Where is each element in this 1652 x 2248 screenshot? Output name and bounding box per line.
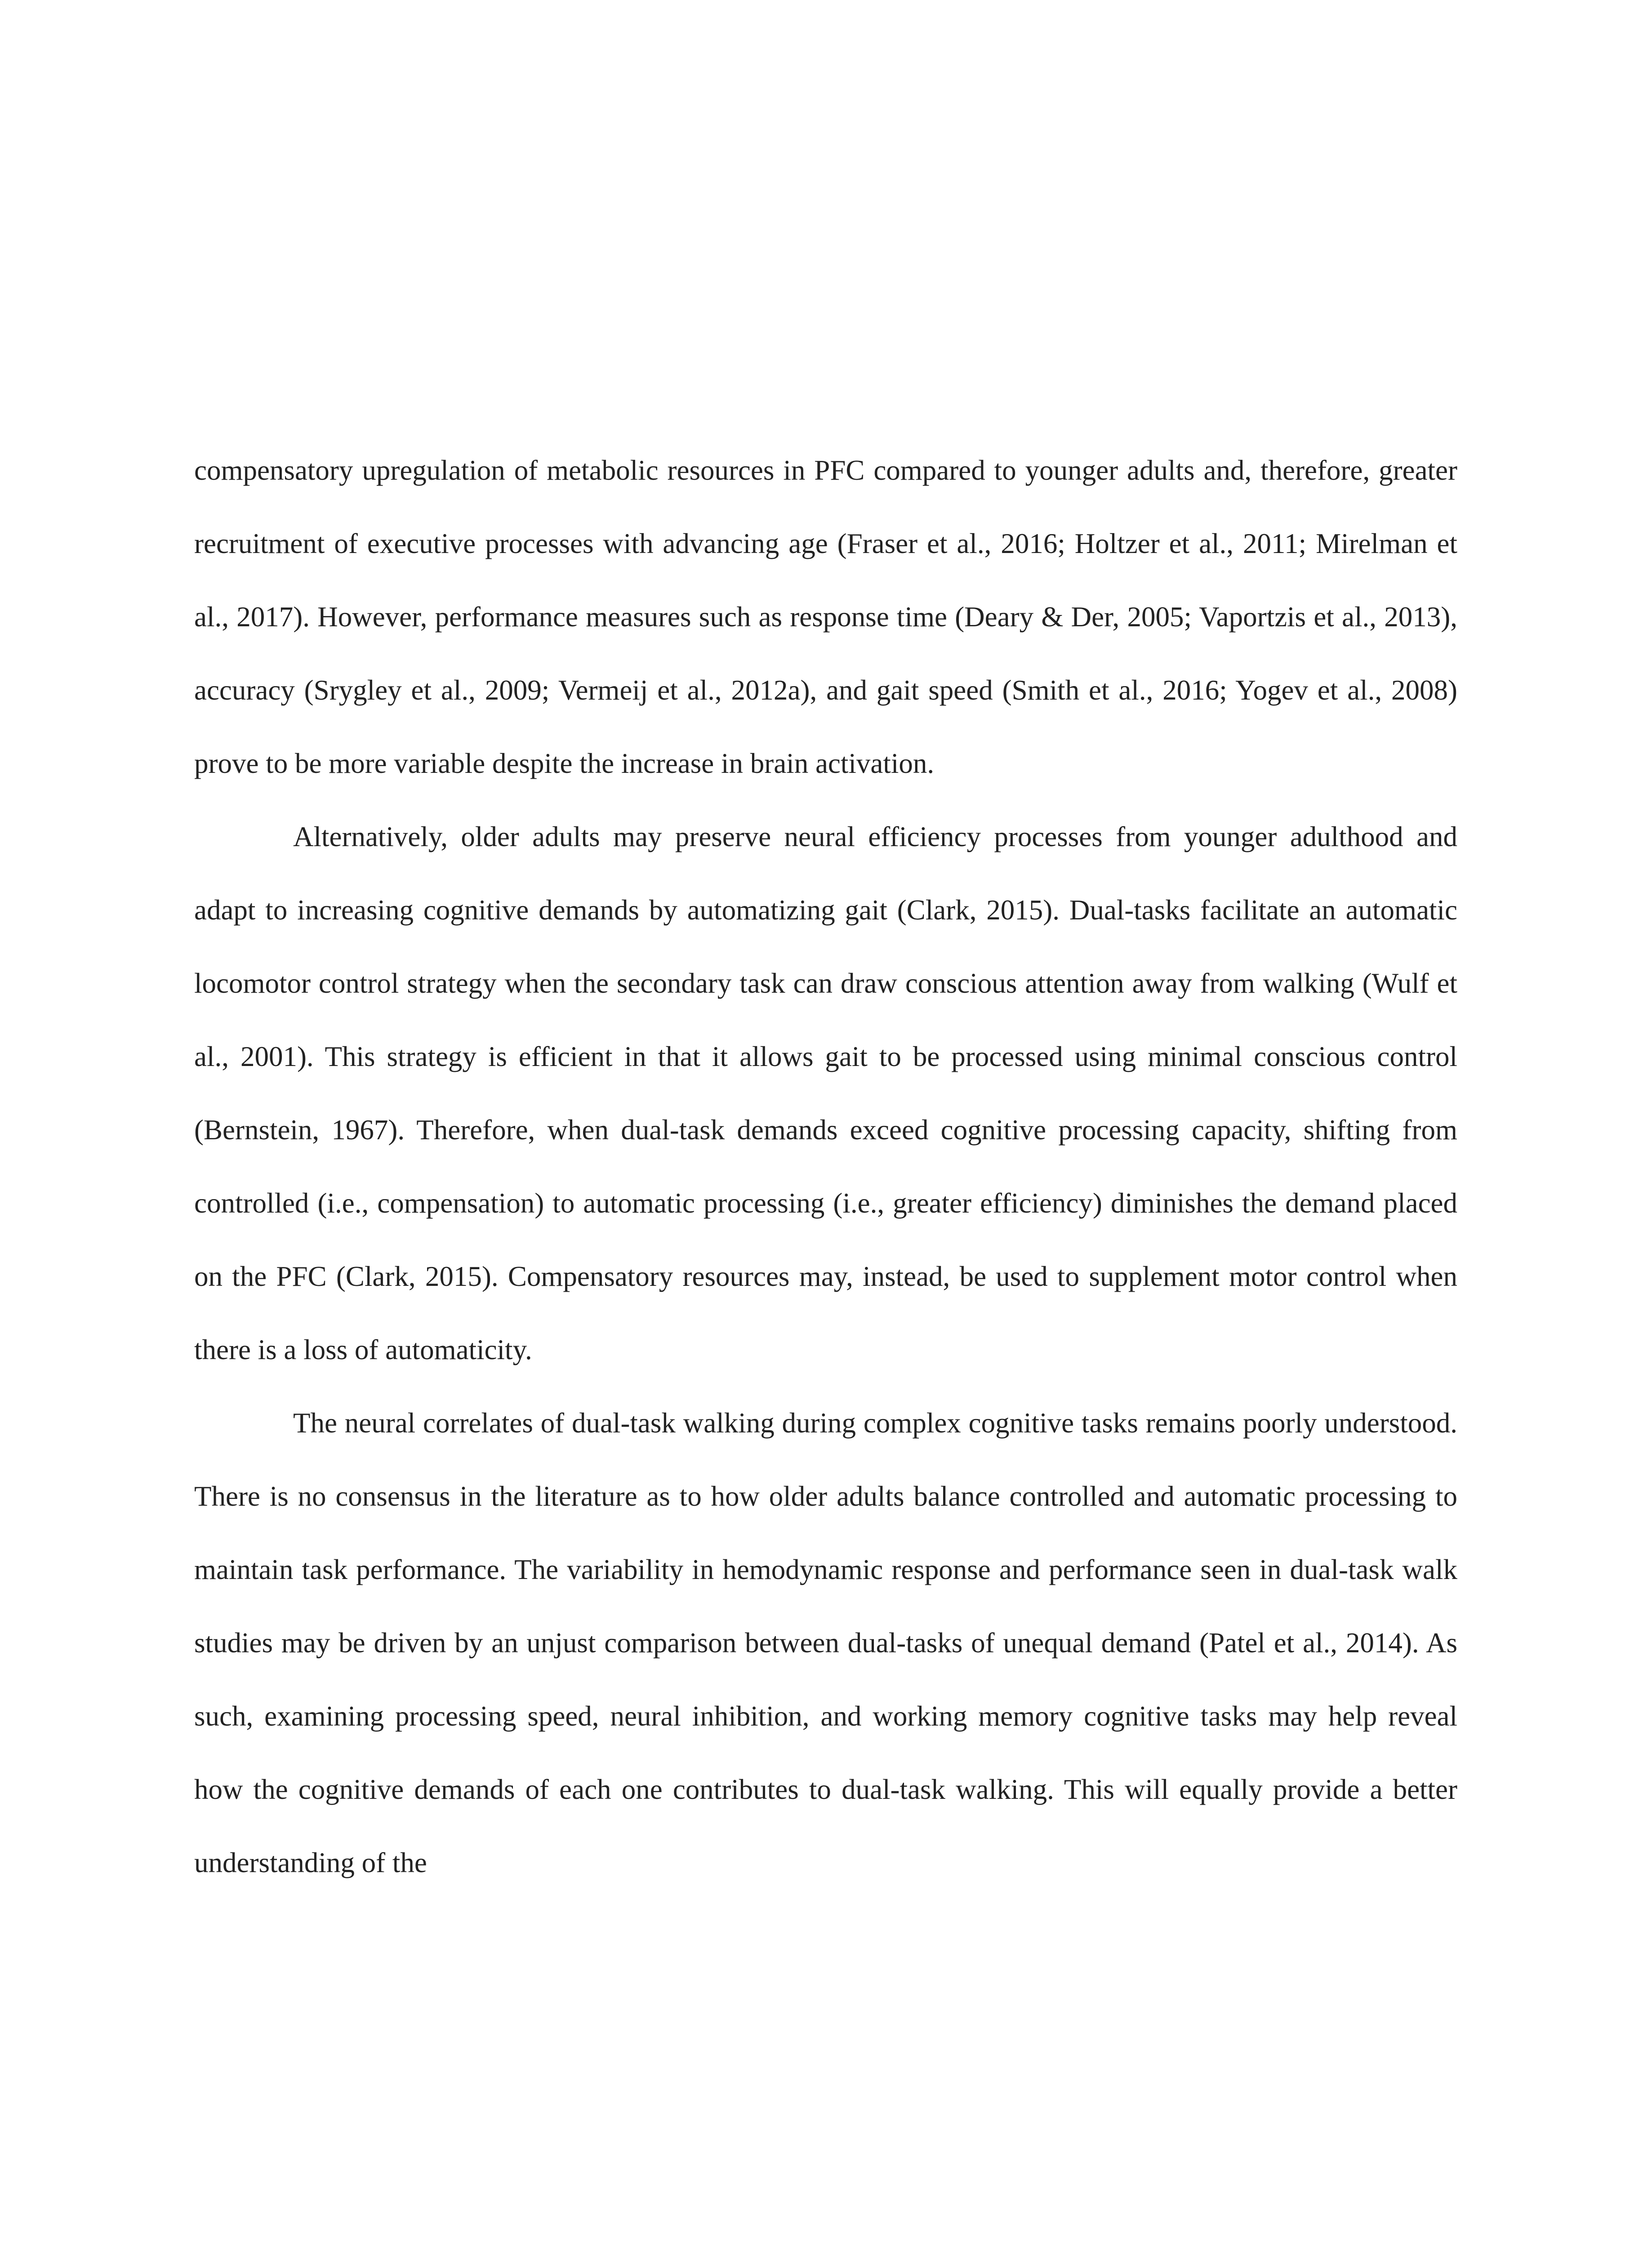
body-text	[194, 434, 1457, 1900]
paragraph-2: Alternatively, older adults may preserve neural efficiency processes from younger adulthood and adapt to increasing cognitive demands by automatizing gait (Clark, 2015). Dual-tasks facilitate an automatic locomotor control strategy when the secondary task can draw conscious attention away from walking (Wulf et al., 2001). This strategy is efficient in that it allows gait to be processed using minimal conscious control (Bernstein, 1967). Therefore, when dual-task demands exceed cognitive processing capacity, shifting from controlled (i.e., compensation) to automatic processing (i.e., greater efficiency) diminishes the demand placed on the PFC (Clark, 2015). Compensatory resources may, instead, be used to supplement motor control when there is a loss of automaticity.	[194, 821, 1457, 1365]
paragraph-1: compensatory upregulation of metabolic resources in PFC compared to younger adults and, therefore, greater recruitment of executive processes with advancing age (Fraser et al., 2016; Holtzer et al., 2011; Mirelman et al., 2017). However, performance measures such as response time (Deary & Der, 2005; Vaportzis et al., 2013), accuracy (Srygley et al., 2009; Vermeij et al., 2012a), and gait speed (Smith et al., 2016; Yogev et al., 2008) prove to be more variable despite the increase in brain activation.	[194, 455, 1457, 779]
paragraph-3: The neural correlates of dual-task walking during complex cognitive tasks remains poorly understood. There is no consensus in the literature as to how older adults balance controlled and automatic processing to maintain task performance. The variability in hemodynamic response and performance seen in dual-task walk studies may be driven by an unjust comparison between dual-tasks of unequal demand (Patel et al., 2014). As such, examining processing speed, neural inhibition, and working memory cognitive tasks may help reveal how the cognitive demands of each one contributes to dual-task walking. This will equally provide a better understanding of the	[194, 1407, 1457, 1878]
